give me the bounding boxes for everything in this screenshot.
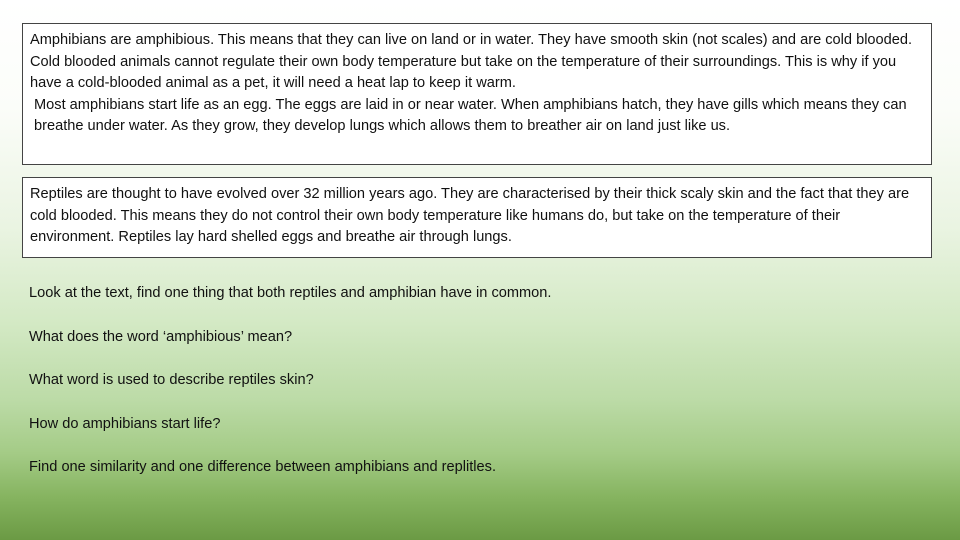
amphibians-paragraph-2: Most amphibians start life as an egg. The eggs are laid in or near water. When amphibians hatch, they have gills which means they can breathe under water. As they grow, they develop lungs which allows them to breather air on land just like us. bbox=[34, 96, 907, 135]
question-2: What does the word ‘amphibious’ mean? bbox=[29, 328, 293, 345]
amphibians-paragraph-1: Amphibians are amphibious. This means that they can live on land or in water. They have smooth skin (not scales) and are cold blooded. Cold blooded animals cannot regulate their own body temperature but take on the temperature of their surroundings. This is why if you have a cold-blooded animal as a pet, it will need a heat lap to keep it warm. bbox=[30, 32, 913, 92]
reptiles-text-box bbox=[22, 177, 932, 258]
question-3: What word is used to describe reptiles skin? bbox=[29, 372, 314, 388]
question-1: Look at the text, find one thing that both reptiles and amphibian have in common. bbox=[29, 285, 552, 301]
amphibians-text-box bbox=[22, 23, 932, 165]
question-5: Find one similarity and one difference between amphibians and replitles. bbox=[29, 459, 497, 475]
question-4: How do amphibians start life? bbox=[29, 415, 221, 432]
reptiles-paragraph-1: Reptiles are thought to have evolved over 32 million years ago. They are characterised by their thick scaly skin and the fact that they are cold blooded. This means they do not control their own body temperature like humans do, but take on the temperature of their environment. Reptiles lay hard shelled eggs and breathe air through lungs. bbox=[30, 186, 910, 246]
questions-list bbox=[29, 283, 929, 501]
